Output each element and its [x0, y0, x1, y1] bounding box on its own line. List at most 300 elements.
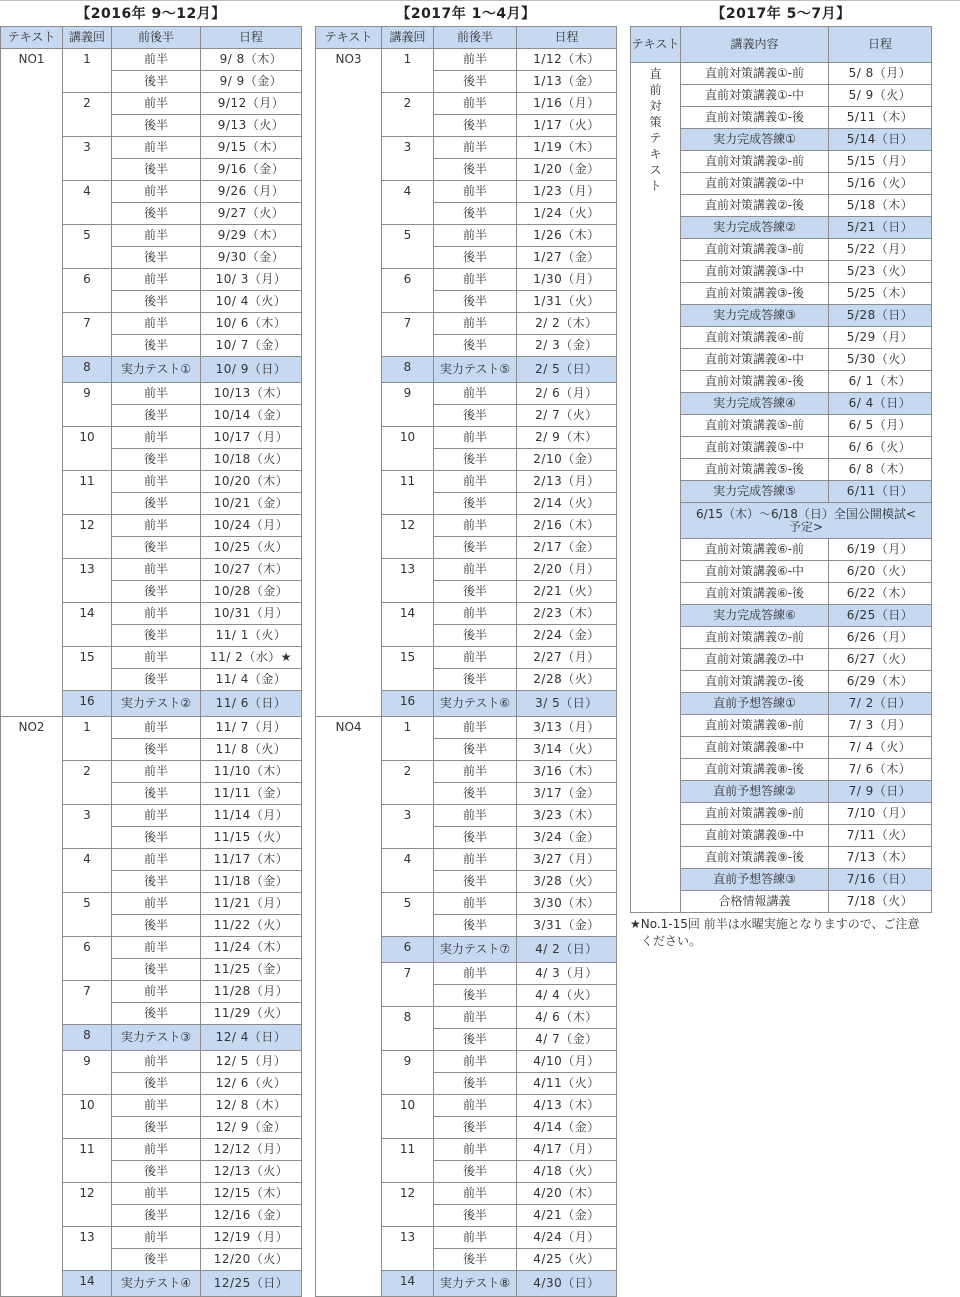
half-cell: 前半: [434, 181, 517, 203]
half-cell: 前半: [112, 893, 201, 915]
date-cell: 11/ 1（火）: [201, 625, 302, 647]
date-cell: 6/ 8（木）: [829, 459, 932, 481]
half-cell: 前半: [434, 893, 517, 915]
table-row: [1, 49, 302, 71]
lecture-number-cell: 3: [382, 805, 434, 849]
date-cell: 4/30（日）: [517, 1271, 617, 1297]
header-content: 講義内容: [681, 27, 829, 63]
date-cell: 10/28（金）: [201, 581, 302, 603]
date-cell: 2/16（木）: [517, 515, 617, 537]
date-cell: 10/20（木）: [201, 471, 302, 493]
content-cell: 直前予想答練①: [681, 693, 829, 715]
lecture-number-cell: 8: [63, 1025, 112, 1051]
date-cell: 1/17（火）: [517, 115, 617, 137]
lecture-number-cell: 2: [63, 761, 112, 805]
lecture-number-cell: 1: [63, 717, 112, 761]
date-cell: 9/ 8（木）: [201, 49, 302, 71]
content-cell: 合格情報講義: [681, 891, 829, 913]
lecture-number-cell: 10: [382, 427, 434, 471]
date-cell: 6/11（日）: [829, 481, 932, 503]
lecture-number-cell: 14: [382, 603, 434, 647]
half-cell: 前半: [112, 1139, 201, 1161]
lecture-number-cell: 11: [382, 1139, 434, 1183]
date-cell: 9/29（木）: [201, 225, 302, 247]
lecture-number-cell: 14: [63, 603, 112, 647]
lecture-number-cell: 8: [382, 1007, 434, 1051]
half-cell: 後半: [112, 625, 201, 647]
date-cell: 7/10（月）: [829, 803, 932, 825]
date-cell: 4/17（月）: [517, 1139, 617, 1161]
vertical-char: 前: [649, 83, 662, 97]
date-cell: 2/20（月）: [517, 559, 617, 581]
date-cell: 10/18（火）: [201, 449, 302, 471]
date-cell: 4/14（金）: [517, 1117, 617, 1139]
half-cell: 前半: [434, 647, 517, 669]
vertical-char: ス: [649, 163, 662, 177]
content-cell: 直前対策講義④-後: [681, 371, 829, 393]
lecture-number-cell: 5: [63, 225, 112, 269]
half-cell: 実力テスト④: [112, 1271, 201, 1297]
half-cell: 前半: [112, 49, 201, 71]
date-cell: 2/ 2（木）: [517, 313, 617, 335]
date-cell: 11/29（火）: [201, 1003, 302, 1025]
lecture-number-cell: 7: [382, 313, 434, 357]
text-volume-cell: NO2: [1, 717, 63, 1297]
content-cell: 直前対策講義⑧-後: [681, 759, 829, 781]
lecture-number-cell: 11: [382, 471, 434, 515]
lecture-number-cell: 9: [63, 1051, 112, 1095]
date-cell: 4/ 4（火）: [517, 985, 617, 1007]
half-cell: 前半: [112, 269, 201, 291]
date-cell: 1/24（火）: [517, 203, 617, 225]
date-cell: 9/27（火）: [201, 203, 302, 225]
date-cell: 4/ 2（日）: [517, 937, 617, 963]
date-cell: 2/10（金）: [517, 449, 617, 471]
half-cell: 前半: [112, 981, 201, 1003]
table-row: [1, 717, 302, 739]
half-cell: 後半: [112, 783, 201, 805]
content-cell: 直前対策講義④-中: [681, 349, 829, 371]
half-cell: 後半: [112, 581, 201, 603]
date-cell: 3/27（月）: [517, 849, 617, 871]
date-cell: 5/22（月）: [829, 239, 932, 261]
lecture-number-cell: 5: [382, 225, 434, 269]
date-cell: 2/27（月）: [517, 647, 617, 669]
content-cell: 直前対策講義③-前: [681, 239, 829, 261]
content-cell: 直前対策講義⑦-中: [681, 649, 829, 671]
half-cell: 前半: [434, 1051, 517, 1073]
date-cell: 9/30（金）: [201, 247, 302, 269]
lecture-number-cell: 4: [63, 849, 112, 893]
half-cell: 後半: [434, 1161, 517, 1183]
date-cell: 2/24（金）: [517, 625, 617, 647]
date-cell: 3/23（木）: [517, 805, 617, 827]
text-volume-cell: [631, 63, 681, 913]
date-cell: 11/10（木）: [201, 761, 302, 783]
date-cell: 11/25（金）: [201, 959, 302, 981]
lecture-number-cell: 16: [63, 691, 112, 717]
date-cell: 11/ 2（水）★: [201, 647, 302, 669]
lecture-number-cell: 14: [382, 1271, 434, 1297]
lecture-number-cell: 9: [382, 1051, 434, 1095]
date-cell: 4/24（月）: [517, 1227, 617, 1249]
date-cell: 6/22（木）: [829, 583, 932, 605]
lecture-number-cell: 5: [382, 893, 434, 937]
date-cell: 7/ 3（月）: [829, 715, 932, 737]
content-cell: 直前対策講義⑦-前: [681, 627, 829, 649]
lecture-number-cell: 1: [382, 717, 434, 761]
date-cell: 1/26（木）: [517, 225, 617, 247]
schedule-table: [630, 26, 932, 913]
date-cell: 3/16（木）: [517, 761, 617, 783]
content-cell: 直前対策講義③-中: [681, 261, 829, 283]
period-title: 【2017年 1～4月】: [396, 6, 536, 22]
text-volume-cell: NO4: [316, 717, 382, 1297]
content-cell: 直前対策講義⑤-中: [681, 437, 829, 459]
half-cell: 実力テスト⑥: [434, 691, 517, 717]
content-cell: 直前対策講義⑤-後: [681, 459, 829, 481]
date-cell: 11/28（月）: [201, 981, 302, 1003]
date-cell: 7/ 2（日）: [829, 693, 932, 715]
table-row: [316, 717, 617, 739]
lecture-number-cell: 2: [382, 761, 434, 805]
date-cell: 5/30（火）: [829, 349, 932, 371]
half-cell: 後半: [434, 203, 517, 225]
half-cell: 前半: [112, 313, 201, 335]
lecture-number-cell: 3: [63, 137, 112, 181]
half-cell: 後半: [112, 1161, 201, 1183]
lecture-number-cell: 10: [63, 427, 112, 471]
half-cell: 前半: [434, 963, 517, 985]
half-cell: 後半: [434, 1073, 517, 1095]
half-cell: 後半: [112, 1249, 201, 1271]
content-cell: 実力完成答練③: [681, 305, 829, 327]
date-cell: 7/ 4（火）: [829, 737, 932, 759]
date-cell: 5/25（木）: [829, 283, 932, 305]
date-cell: 10/14（金）: [201, 405, 302, 427]
content-cell: 直前対策講義①-後: [681, 107, 829, 129]
lecture-number-cell: 9: [63, 383, 112, 427]
half-cell: 後半: [112, 959, 201, 981]
date-cell: 12/ 9（金）: [201, 1117, 302, 1139]
date-cell: 4/18（火）: [517, 1161, 617, 1183]
lecture-number-cell: 13: [382, 559, 434, 603]
half-cell: 後半: [434, 669, 517, 691]
content-cell: 実力完成答練②: [681, 217, 829, 239]
date-cell: 9/26（月）: [201, 181, 302, 203]
date-cell: 5/29（月）: [829, 327, 932, 349]
date-cell: 3/31（金）: [517, 915, 617, 937]
date-cell: 12/ 8（木）: [201, 1095, 302, 1117]
half-cell: 後半: [112, 335, 201, 357]
date-cell: 10/25（火）: [201, 537, 302, 559]
header-text: テキスト: [631, 27, 681, 63]
content-cell: 直前対策講義⑧-前: [681, 715, 829, 737]
half-cell: 後半: [434, 625, 517, 647]
content-cell: 直前対策講義⑨-前: [681, 803, 829, 825]
date-cell: 2/14（火）: [517, 493, 617, 515]
half-cell: 前半: [112, 559, 201, 581]
date-cell: 9/13（火）: [201, 115, 302, 137]
date-cell: 4/13（木）: [517, 1095, 617, 1117]
content-cell: 実力完成答練①: [681, 129, 829, 151]
date-cell: 10/27（木）: [201, 559, 302, 581]
content-cell: 直前対策講義⑨-後: [681, 847, 829, 869]
half-cell: 前半: [112, 383, 201, 405]
half-cell: 前半: [112, 515, 201, 537]
date-cell: 6/27（火）: [829, 649, 932, 671]
half-cell: 前半: [434, 849, 517, 871]
half-cell: 前半: [112, 937, 201, 959]
date-cell: 1/13（金）: [517, 71, 617, 93]
text-volume-cell: NO1: [1, 49, 63, 717]
half-cell: 後半: [434, 537, 517, 559]
half-cell: 前半: [112, 471, 201, 493]
date-cell: 4/11（火）: [517, 1073, 617, 1095]
half-cell: 実力テスト⑧: [434, 1271, 517, 1297]
half-cell: 後半: [112, 827, 201, 849]
half-cell: 前半: [112, 1051, 201, 1073]
date-cell: 7/18（火）: [829, 891, 932, 913]
date-cell: 3/17（金）: [517, 783, 617, 805]
lecture-number-cell: 6: [63, 269, 112, 313]
date-cell: 6/ 5（月）: [829, 415, 932, 437]
half-cell: 後半: [434, 915, 517, 937]
date-cell: 10/ 7（金）: [201, 335, 302, 357]
half-cell: 後半: [112, 871, 201, 893]
header-date: 日程: [829, 27, 932, 63]
half-cell: 後半: [434, 405, 517, 427]
date-cell: 10/ 9（日）: [201, 357, 302, 383]
half-cell: 前半: [112, 93, 201, 115]
half-cell: 後半: [434, 115, 517, 137]
half-cell: 前半: [434, 93, 517, 115]
lecture-number-cell: 13: [63, 559, 112, 603]
half-cell: 実力テスト⑦: [434, 937, 517, 963]
date-cell: 4/10（月）: [517, 1051, 617, 1073]
half-cell: 後半: [434, 247, 517, 269]
half-cell: 後半: [434, 493, 517, 515]
vertical-char: キ: [649, 147, 662, 161]
half-cell: 後半: [112, 493, 201, 515]
half-cell: 前半: [112, 647, 201, 669]
date-cell: 11/22（火）: [201, 915, 302, 937]
half-cell: 前半: [112, 1183, 201, 1205]
date-cell: 5/11（木）: [829, 107, 932, 129]
content-cell: 実力完成答練④: [681, 393, 829, 415]
date-cell: 6/19（月）: [829, 539, 932, 561]
date-cell: 5/21（日）: [829, 217, 932, 239]
lecture-number-cell: 8: [382, 357, 434, 383]
top-divider: [0, 0, 960, 1]
schedule-table: [0, 26, 302, 1297]
date-cell: 11/15（火）: [201, 827, 302, 849]
half-cell: 実力テスト③: [112, 1025, 201, 1051]
half-cell: 後半: [112, 739, 201, 761]
date-cell: 9/16（金）: [201, 159, 302, 181]
lecture-number-cell: 6: [63, 937, 112, 981]
content-cell: 直前対策講義②-中: [681, 173, 829, 195]
half-cell: 後半: [112, 1205, 201, 1227]
half-cell: 前半: [112, 849, 201, 871]
period-title: 【2017年 5～7月】: [711, 6, 851, 22]
half-cell: 前半: [434, 1183, 517, 1205]
lecture-number-cell: 12: [382, 1183, 434, 1227]
half-cell: 前半: [434, 761, 517, 783]
content-cell: 直前対策講義⑥-中: [681, 561, 829, 583]
date-cell: 3/28（火）: [517, 871, 617, 893]
date-cell: 6/20（火）: [829, 561, 932, 583]
date-cell: 10/24（月）: [201, 515, 302, 537]
half-cell: 後半: [434, 871, 517, 893]
lecture-number-cell: 6: [382, 937, 434, 963]
half-cell: 後半: [112, 1073, 201, 1095]
half-cell: 後半: [112, 537, 201, 559]
date-cell: 4/25（火）: [517, 1249, 617, 1271]
lecture-number-cell: 14: [63, 1271, 112, 1297]
half-cell: 前半: [434, 471, 517, 493]
header-text: テキスト: [316, 27, 382, 49]
half-cell: 後半: [112, 115, 201, 137]
content-cell: 実力完成答練⑥: [681, 605, 829, 627]
date-cell: 11/24（木）: [201, 937, 302, 959]
content-cell: 直前対策講義③-後: [681, 283, 829, 305]
header-half: 前後半: [434, 27, 517, 49]
half-cell: 後半: [434, 581, 517, 603]
content-cell: 直前対策講義⑧-中: [681, 737, 829, 759]
date-cell: 1/30（月）: [517, 269, 617, 291]
half-cell: 前半: [434, 225, 517, 247]
half-cell: 前半: [434, 313, 517, 335]
date-cell: 3/ 5（日）: [517, 691, 617, 717]
half-cell: 前半: [434, 383, 517, 405]
lecture-number-cell: 7: [63, 313, 112, 357]
half-cell: 後半: [112, 1003, 201, 1025]
date-cell: 10/31（月）: [201, 603, 302, 625]
date-cell: 9/ 9（金）: [201, 71, 302, 93]
date-cell: 2/23（木）: [517, 603, 617, 625]
content-cell: 実力完成答練⑤: [681, 481, 829, 503]
lecture-number-cell: 9: [382, 383, 434, 427]
half-cell: 後半: [112, 203, 201, 225]
note-line: ★No.1-15回 前半は水曜実施となりますので、ご注意: [630, 917, 920, 931]
header-lecture: 講義回: [382, 27, 434, 49]
date-cell: 10/ 6（木）: [201, 313, 302, 335]
lecture-number-cell: 11: [63, 1139, 112, 1183]
half-cell: 前半: [112, 603, 201, 625]
date-cell: 1/16（月）: [517, 93, 617, 115]
date-cell: 12/ 4（日）: [201, 1025, 302, 1051]
lecture-number-cell: 10: [382, 1095, 434, 1139]
lecture-number-cell: 6: [382, 269, 434, 313]
half-cell: 後半: [112, 405, 201, 427]
half-cell: 前半: [434, 1095, 517, 1117]
period-title: 【2016年 9～12月】: [76, 6, 226, 22]
vertical-char: 対: [649, 99, 662, 113]
date-cell: 10/ 4（火）: [201, 291, 302, 313]
half-cell: 前半: [112, 137, 201, 159]
date-cell: 4/ 3（月）: [517, 963, 617, 985]
table-row: [631, 63, 932, 85]
date-cell: 12/19（月）: [201, 1227, 302, 1249]
vertical-char: ト: [649, 179, 662, 193]
half-cell: 後半: [434, 335, 517, 357]
content-cell: 直前対策講義④-前: [681, 327, 829, 349]
date-cell: 12/12（月）: [201, 1139, 302, 1161]
half-cell: 後半: [112, 247, 201, 269]
date-cell: 5/28（日）: [829, 305, 932, 327]
half-cell: 前半: [434, 427, 517, 449]
date-cell: 3/30（木）: [517, 893, 617, 915]
lecture-number-cell: 12: [382, 515, 434, 559]
date-cell: 2/ 7（火）: [517, 405, 617, 427]
date-cell: 5/23（火）: [829, 261, 932, 283]
half-cell: 後半: [112, 291, 201, 313]
date-cell: 3/24（金）: [517, 827, 617, 849]
half-cell: 後半: [434, 739, 517, 761]
date-cell: 12/ 5（月）: [201, 1051, 302, 1073]
header-date: 日程: [517, 27, 617, 49]
header-half: 前後半: [112, 27, 201, 49]
date-cell: 7/16（日）: [829, 869, 932, 891]
half-cell: 実力テスト①: [112, 357, 201, 383]
note-line: ください。: [641, 934, 702, 948]
half-cell: 前半: [434, 269, 517, 291]
half-cell: 前半: [112, 1227, 201, 1249]
half-cell: 前半: [434, 137, 517, 159]
date-cell: 12/20（火）: [201, 1249, 302, 1271]
half-cell: 前半: [434, 1007, 517, 1029]
date-cell: 6/26（月）: [829, 627, 932, 649]
content-cell: 直前対策講義①-中: [681, 85, 829, 107]
half-cell: 後半: [434, 783, 517, 805]
table-row: [316, 49, 617, 71]
lecture-number-cell: 11: [63, 471, 112, 515]
content-cell: 直前対策講義①-前: [681, 63, 829, 85]
date-cell: 12/15（木）: [201, 1183, 302, 1205]
schedule-2016-sep-dec: [0, 2, 302, 1297]
half-cell: 前半: [112, 181, 201, 203]
half-cell: 前半: [112, 1095, 201, 1117]
half-cell: 前半: [434, 717, 517, 739]
lecture-number-cell: 3: [63, 805, 112, 849]
header-date: 日程: [201, 27, 302, 49]
lecture-number-cell: 4: [382, 849, 434, 893]
content-cell: 直前対策講義②-後: [681, 195, 829, 217]
date-cell: 2/ 9（木）: [517, 427, 617, 449]
header-text: テキスト: [1, 27, 63, 49]
date-cell: 11/18（金）: [201, 871, 302, 893]
half-cell: 後半: [112, 669, 201, 691]
date-cell: 6/ 1（木）: [829, 371, 932, 393]
content-cell: 直前対策講義⑥-後: [681, 583, 829, 605]
date-cell: 2/13（月）: [517, 471, 617, 493]
lecture-number-cell: 12: [63, 1183, 112, 1227]
half-cell: 後半: [434, 985, 517, 1007]
lecture-number-cell: 4: [382, 181, 434, 225]
date-cell: 5/ 9（火）: [829, 85, 932, 107]
vertical-char: 直: [649, 67, 662, 81]
date-cell: 5/ 8（月）: [829, 63, 932, 85]
lecture-number-cell: 2: [63, 93, 112, 137]
content-cell: 直前対策講義⑨-中: [681, 825, 829, 847]
date-cell: 11/11（金）: [201, 783, 302, 805]
half-cell: 実力テスト②: [112, 691, 201, 717]
date-cell: 3/13（月）: [517, 717, 617, 739]
half-cell: 前半: [434, 49, 517, 71]
date-cell: 11/14（月）: [201, 805, 302, 827]
date-cell: 4/20（木）: [517, 1183, 617, 1205]
